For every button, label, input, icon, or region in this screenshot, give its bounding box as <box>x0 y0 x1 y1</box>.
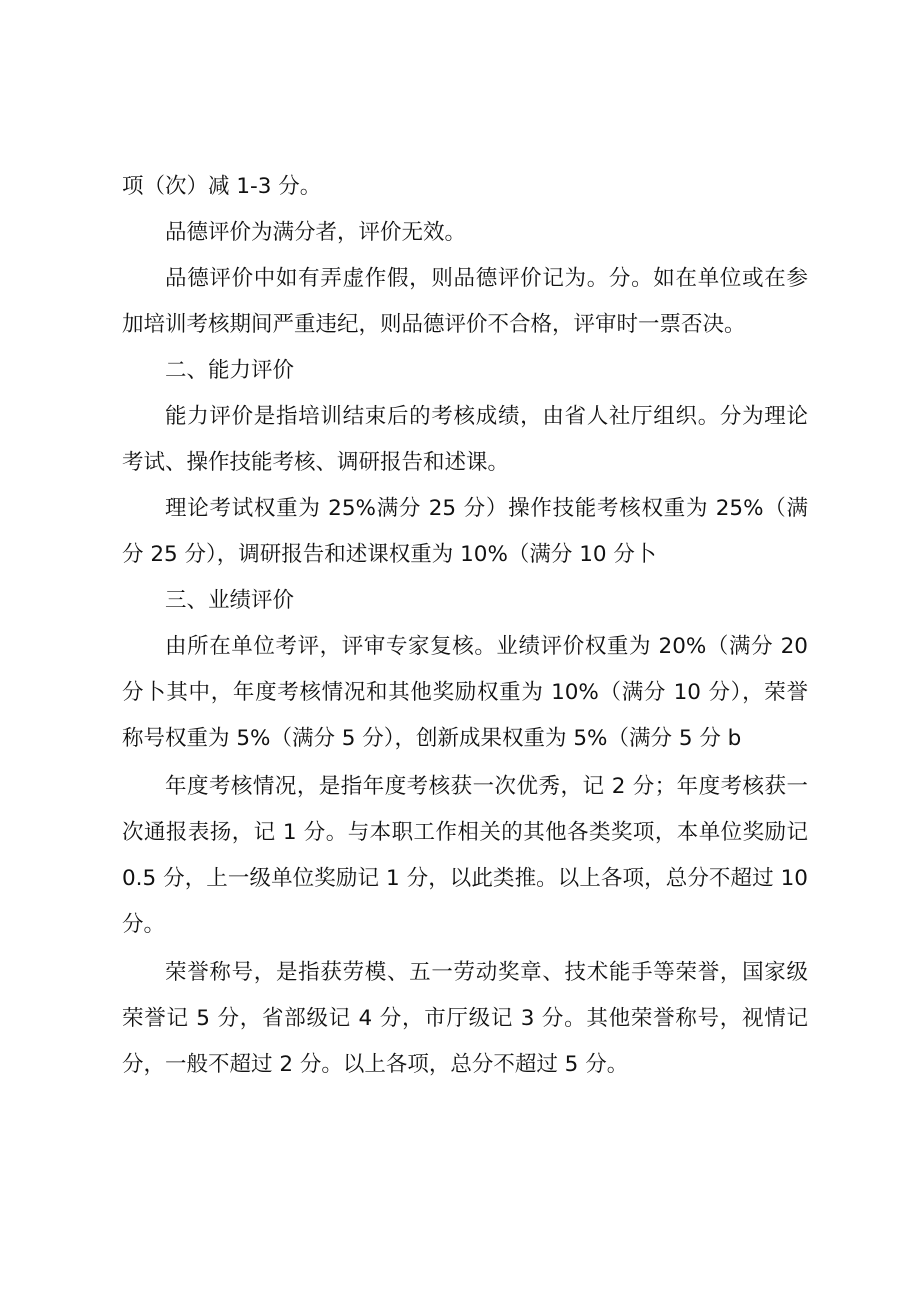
section-heading-performance: 三、业绩评价 <box>165 588 295 613</box>
paragraph-ability-definition: 能力评价是指培训结束后的考核成绩，由省人社厅组织。分为理论考试、操作技能考核、调研报告和述课。 <box>122 404 808 475</box>
section-heading-ability: 二、能力评价 <box>165 358 295 383</box>
paragraph-falsification-rule: 品德评价中如有弄虚作假，则品德评价记为。分。如在单位或在参加培训考核期间严重违纪，则品德评价不合格，评审时一票否决。 <box>122 266 808 337</box>
paragraph-ability-weights: 理论考试权重为 25%满分 25 分）操作技能考核权重为 25%（满分 25 分），调研报告和述课权重为 10%（满分 10 分卜 <box>122 496 808 567</box>
paragraph-full-score-invalid: 品德评价为满分者，评价无效。 <box>165 220 467 245</box>
document-body <box>122 164 808 1088</box>
paragraph-performance-weights: 由所在单位考评，评审专家复核。业绩评价权重为 20%（满分 20 分卜其中，年度考核情况和其他奖励权重为 10%（满分 10 分），荣誉称号权重为 5%（满分 5 分），创新成果权重为 5%（满分 5 分 b <box>122 634 808 751</box>
paragraph-honor-titles: 荣誉称号，是指获劳模、五一劳动奖章、技术能手等荣誉，国家级荣誉记 5 分，省部级记 4 分，市厅级记 3 分。其他荣誉称号，视情记分，一般不超过 2 分。以上各项，总分不超过 5 分。 <box>122 960 808 1077</box>
paragraph-annual-assessment: 年度考核情况，是指年度考核获一次优秀，记 2 分；年度考核获一次通报表扬，记 1 分。与本职工作相关的其他各类奖项，本单位奖励记 0.5 分，上一级单位奖励记 1 分，以此类推。以上各项，总分不超过 10 分。 <box>122 774 808 937</box>
paragraph-continuation: 项（次）减 1-3 分。 <box>122 174 322 199</box>
